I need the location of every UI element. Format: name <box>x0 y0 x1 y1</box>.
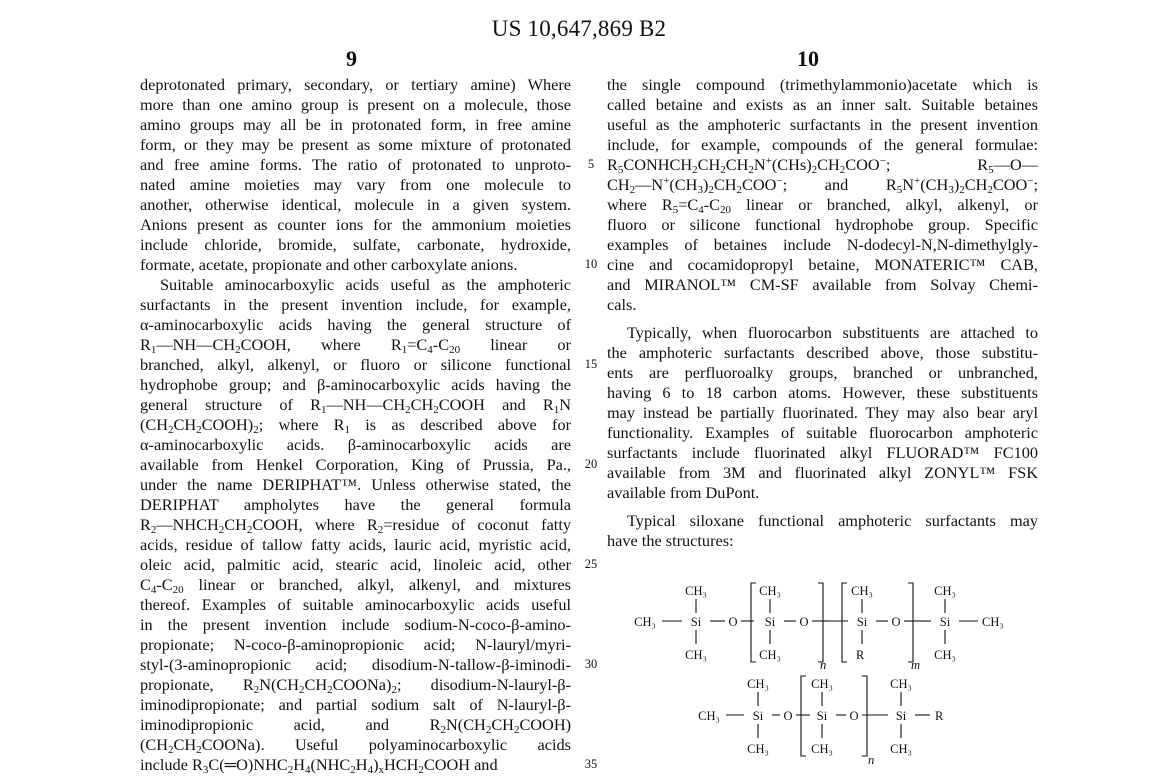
text-line: fluoro or silicone functional hydrophobe group. Specific <box>607 215 1038 234</box>
text-line: and free amine forms. The ratio of protonated to unproto- <box>140 155 571 174</box>
text-line: acids, residue of tallow fatty acids, lauric acid, myristic acid, <box>140 535 571 554</box>
text-line: called betaine and exists as an inner salt. Suitable betaines <box>607 95 1038 114</box>
text-line: Anions present as counter ions for the ammonium moieties <box>140 215 571 234</box>
line-number: 25 <box>584 557 598 571</box>
text-line: $R_2—NHCH_2CH_2COOH$, where $R_2=residue$ of coconut fatty <box>140 515 571 536</box>
chem-label: CH₃ <box>934 584 956 598</box>
text-line: in the present invention include sodium-N-coco-β-amino- <box>140 615 571 634</box>
text-line: include chloride, bromide, sulfate, carbonate, hydroxide, <box>140 235 571 254</box>
chem-label: Si <box>752 709 764 723</box>
text-line: iminodipropionic acid, and $R_2N(CH_2CH_2COOH)$ <box>140 715 571 736</box>
text-line: where $R_5=C_4-C_{20}$ linear or branched, alkyl, alkenyl, or <box>607 195 1038 216</box>
chem-label: CH₃ <box>982 615 1004 629</box>
left-page-number: 9 <box>346 46 357 71</box>
text-line: α-aminocarboxylic acids having the general structure of <box>140 315 571 334</box>
chem-label: CH₃ <box>747 677 769 691</box>
text-line: $(CH_2CH_2COONa)$. Useful polyaminocarboxylic acids <box>140 735 571 756</box>
chem-label: n <box>820 658 827 670</box>
text-line: examples of betaines include N-dodecyl-N,N-dimethylgly- <box>607 235 1038 254</box>
text-line: $C_4-C_{20}$ linear or branched, alkyl, alkenyl, and mixtures <box>140 575 571 596</box>
chem-label: CH₃ <box>685 648 707 662</box>
siloxane-structure-1 <box>630 578 1030 670</box>
chem-label: O <box>849 709 859 723</box>
chem-label: O <box>783 709 793 723</box>
text-line: available from Henkel Corporation, King of Prussia, Pa., <box>140 455 571 474</box>
chem-label: CH₃ <box>851 584 873 598</box>
line-number: 20 <box>584 457 598 471</box>
text-line: under the name DERIPHAT™. Unless otherwise stated, the <box>140 475 571 494</box>
text-line: include $R_3C(═O)NHC_2H_4(NHC_2H_4)_xHCH_2COOH$ and <box>140 755 498 776</box>
chem-label: Si <box>856 615 868 629</box>
line-number: 15 <box>584 357 598 371</box>
chem-label: Si <box>764 615 776 629</box>
chem-label: n <box>868 753 875 767</box>
right-page-number: 10 <box>797 46 819 71</box>
chem-label: CH₃ <box>759 584 781 598</box>
text-line: formate, acetate, propionate and other carboxylate anions. <box>140 255 518 274</box>
text-line: $(CH_2CH_2COOH)_2$; where $R_1$ is as described above for <box>140 415 572 436</box>
text-line: thereof. Examples of suitable aminocarboxylic acids useful <box>140 595 571 614</box>
chem-label: Si <box>895 709 907 723</box>
right-text-column <box>607 75 1038 551</box>
text-line: have the structures: <box>607 531 734 550</box>
text-line: functionality. Examples of suitable fluorocarbon amphoteric <box>607 423 1038 442</box>
chem-label: CH₃ <box>811 742 833 756</box>
text-line: amino groups may all be in protonated form, in free amine <box>140 115 571 134</box>
chem-label: CH₃ <box>934 648 956 662</box>
text-line: styl-(3-aminopropionic acid; disodium-N-tallow-β-iminodi- <box>140 655 571 674</box>
chem-label: Si <box>939 615 951 629</box>
text-line: having 6 to 18 carbon atoms. However, these substituents <box>607 383 1038 402</box>
chem-label: CH₃ <box>634 615 656 629</box>
text-line: general structure of $R_1—NH—CH_2CH_2COOH$ and $R_1N$ <box>140 395 572 416</box>
text-line: ents are perfluoroalky groups, branched or unbranched, <box>607 363 1038 382</box>
text-line: include, for example, compounds of the general formulae: <box>607 135 1038 154</box>
text-line: the amphoteric surfactants described above, those substitu- <box>607 343 1038 362</box>
line-number: 30 <box>584 657 598 671</box>
chem-label: CH₃ <box>890 677 912 691</box>
text-line: may instead be partially fluorinated. They may also bear aryl <box>607 403 1038 422</box>
chem-label: Si <box>690 615 702 629</box>
left-text-column <box>140 75 571 775</box>
text-line: another, otherwise identical, molecule in a given system. <box>140 195 571 214</box>
text-line: $R_5CONHCH_2CH_2CH_2N^+(CHs)_2CH_2COO^-$; $R_5—O—$ <box>607 155 1038 176</box>
text-line: nated amine moieties may vary from one molecule to <box>140 175 571 194</box>
text-line: cine and cocamidopropyl betaine, MONATERIC™ CAB, <box>607 255 1038 274</box>
text-line: propionate; N-coco-β-aminopropionic acid; N-lauryl/myri- <box>140 635 571 654</box>
chem-label: m <box>911 658 921 670</box>
chem-label: O <box>728 615 738 629</box>
text-line: $R_1—NH—CH_2COOH$, where $R_1=C_4-C_{20}$ linear or <box>140 335 571 356</box>
text-line: the single compound (trimethylammonio)acetate which is <box>607 75 1038 94</box>
line-number: 5 <box>587 157 595 171</box>
text-line: form, or they may be present as some mixture of protonated <box>140 135 571 154</box>
chem-label: O <box>799 615 809 629</box>
chem-label: CH₃ <box>759 648 781 662</box>
text-line: available from DuPont. <box>607 483 760 502</box>
text-line: iminodipropionate; and partial sodium salt of N-lauryl-β- <box>140 695 571 714</box>
text-line: more than one amino group is present on a molecule, those <box>140 95 571 114</box>
chem-label: CH₃ <box>811 677 833 691</box>
text-line: α-aminocarboxylic acids. β-aminocarboxylic acids are <box>140 435 571 454</box>
text-line: useful as the amphoteric surfactants in the present invention <box>607 115 1038 134</box>
chem-label: CH₃ <box>890 742 912 756</box>
patent-number: US 10,647,869 B2 <box>491 16 667 41</box>
text-line: Suitable aminocarboxylic acids useful as the amphoteric <box>160 275 571 294</box>
chem-label: O <box>891 615 901 629</box>
text-line: surfactants include fluorinated alkyl FLUORAD™ FC100 <box>607 443 1038 462</box>
chem-label: CH₃ <box>747 742 769 756</box>
text-line: $CH_2—N^+(CH_3)_2CH_2COO^-$; and $R_5N^+(CH_3)_2CH_2COO^-$; <box>607 175 1038 196</box>
text-line: oleic acid, palmitic acid, stearic acid, linoleic acid, other <box>140 555 571 574</box>
chem-label: CH₃ <box>685 584 707 598</box>
line-number: 10 <box>584 257 598 271</box>
chem-label: R <box>935 709 944 723</box>
text-line: DERIPHAT ampholytes have the general formula <box>140 495 571 514</box>
line-number: 35 <box>584 757 598 771</box>
text-line: branched, alkyl, alkenyl, or fluoro or silicone functional <box>140 355 571 374</box>
chem-label: Si <box>816 709 828 723</box>
chem-label: CH₃ <box>698 709 720 723</box>
text-line: propionate, $R_2N(CH_2CH_2COONa)_2$; disodium-N-lauryl-β- <box>140 675 571 696</box>
text-line: surfactants in the present invention include, for example, <box>140 295 571 314</box>
chem-label: R <box>856 648 865 662</box>
text-line: deprotonated primary, secondary, or tertiary amine) Where <box>140 75 571 94</box>
text-line: hydrophobe group; and β-aminocarboxylic acids having the <box>140 375 571 394</box>
text-line: available from 3M and fluorinated alkyl ZONYL™ FSK <box>607 463 1038 482</box>
siloxane-structure-2 <box>690 673 970 769</box>
text-line: cals. <box>607 295 637 314</box>
text-line: Typically, when fluorocarbon substituents are attached to <box>627 323 1038 342</box>
text-line: and MIRANOL™ CM-SF available from Solvay Chemi- <box>607 275 1038 294</box>
text-line: Typical siloxane functional amphoteric surfactants may <box>627 511 1038 530</box>
